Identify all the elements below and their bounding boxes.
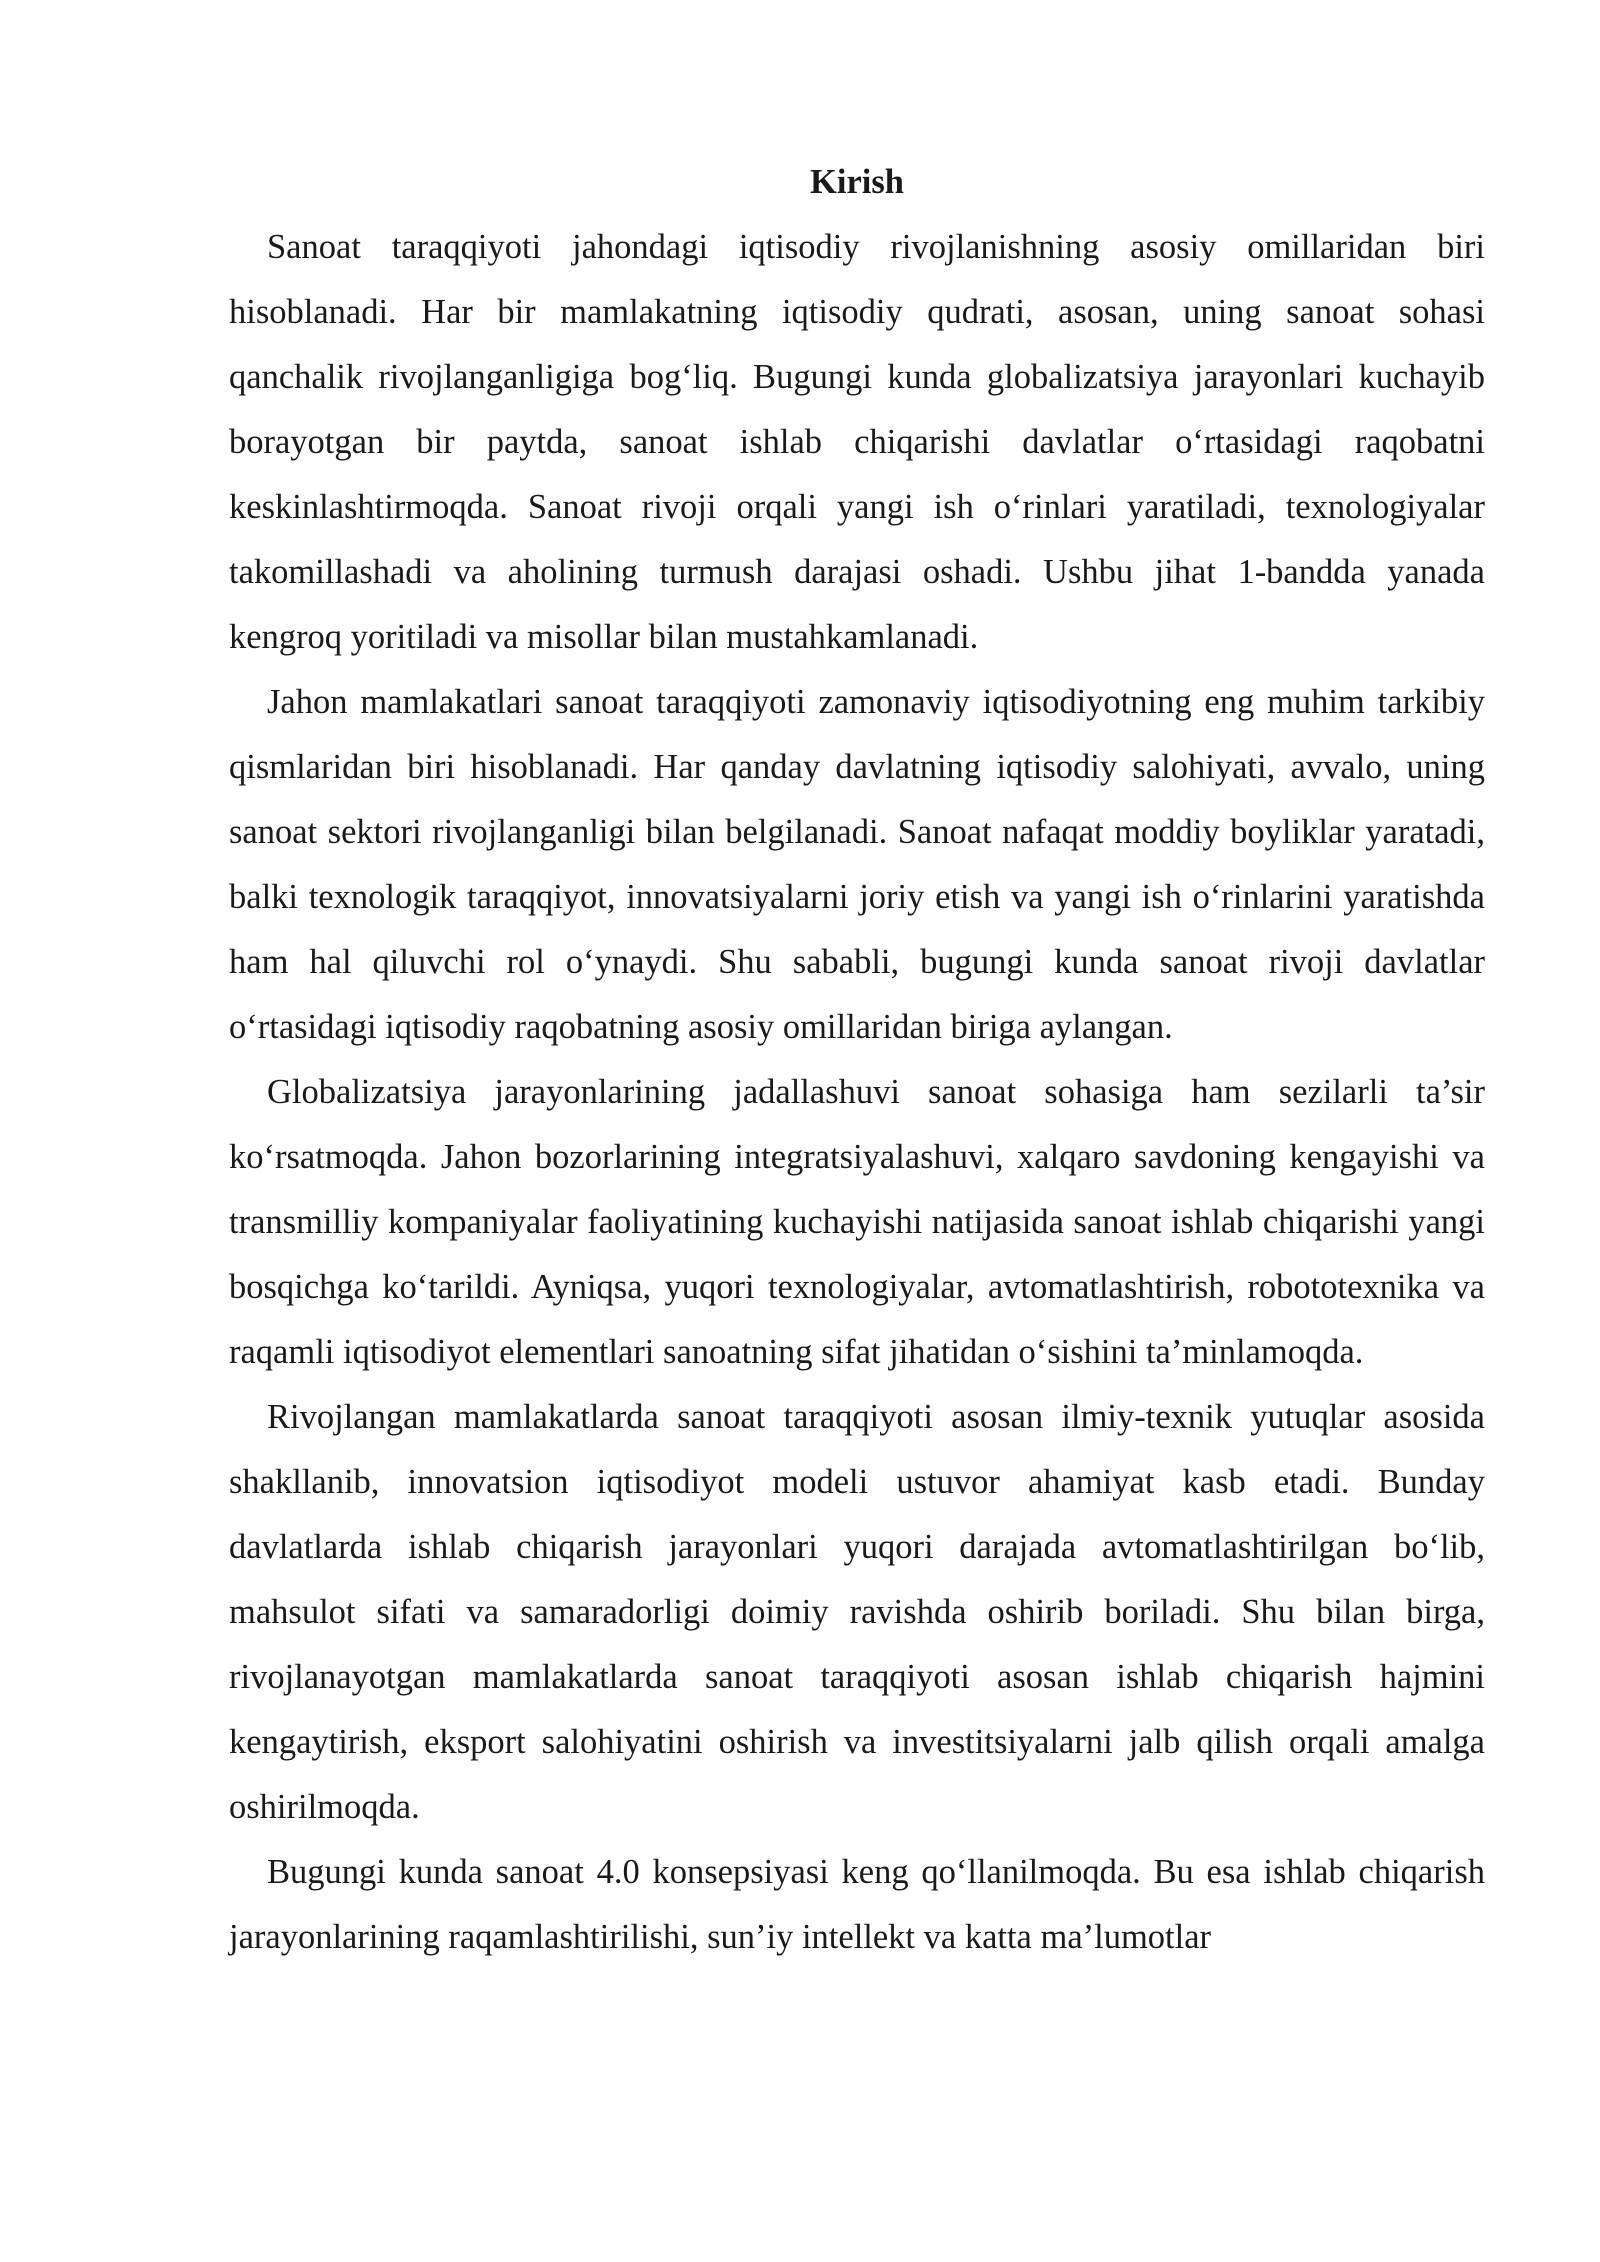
paragraph-3: Globalizatsiya jarayonlarining jadallashuvi sanoat sohasiga ham sezilarli ta’sir ko‘rsatmoqda. Jahon bozorlarining integratsiyalashuvi, xalqaro savdoning kengayishi va transmilliy kompaniyalar faoliyatining kuchayishi natijasida sanoat ishlab chiqarishi yangi bosqichga ko‘tarildi. Ayniqsa, yuqori texnologiyalar, avtomatlashtirish, robototexnika va raqamli iqtisodiyot elementlari sanoatning sifat jihatidan o‘sishini ta’minlamoqda. <box>229 1073 1485 1371</box>
document-title: Kirish <box>810 163 904 201</box>
paragraph-1: Sanoat taraqqiyoti jahondagi iqtisodiy rivojlanishning asosiy omillaridan biri hisoblanadi. Har bir mamlakatning iqtisodiy qudrati, asosan, uning sanoat sohasi qanchalik rivojlanganligiga bog‘liq. Bugungi kunda globalizatsiya jarayonlari kuchayib borayotgan bir paytda, sanoat ishlab chiqarishi davlatlar o‘rtasidagi raqobatni keskinlashtirmoqda. Sanoat rivoji orqali yangi ish o‘rinlari yaratiladi, texnologiyalar takomillashadi va aholining turmush darajasi oshadi. Ushbu jihat 1-bandda yanada kengroq yoritiladi va misollar bilan mustahkamlanadi. <box>229 228 1485 656</box>
document-page <box>229 150 1485 1970</box>
paragraph-5: Bugungi kunda sanoat 4.0 konsepsiyasi keng qo‘llanilmoqda. Bu esa ishlab chiqarish jarayonlarining raqamlashtirilishi, sun’iy intellekt va katta ma’lumotlar <box>229 1853 1485 1956</box>
paragraph-2: Jahon mamlakatlari sanoat taraqqiyoti zamonaviy iqtisodiyotning eng muhim tarkibiy qismlaridan biri hisoblanadi. Har qanday davlatning iqtisodiy salohiyati, avvalo, uning sanoat sektori rivojlanganligi bilan belgilanadi. Sanoat nafaqat moddiy boyliklar yaratadi, balki texnologik taraqqiyot, innovatsiyalarni joriy etish va yangi ish o‘rinlarini yaratishda ham hal qiluvchi rol o‘ynaydi. Shu sababli, bugungi kunda sanoat rivoji davlatlar o‘rtasidagi iqtisodiy raqobatning asosiy omillaridan biriga aylangan. <box>229 683 1485 1046</box>
paragraph-4: Rivojlangan mamlakatlarda sanoat taraqqiyoti asosan ilmiy-texnik yutuqlar asosida shakllanib, innovatsion iqtisodiyot modeli ustuvor ahamiyat kasb etadi. Bunday davlatlarda ishlab chiqarish jarayonlari yuqori darajada avtomatlashtirilgan bo‘lib, mahsulot sifati va samaradorligi doimiy ravishda oshirib boriladi. Shu bilan birga, rivojlanayotgan mamlakatlarda sanoat taraqqiyoti asosan ishlab chiqarish hajmini kengaytirish, eksport salohiyatini oshirish va investitsiyalarni jalb qilish orqali amalga oshirilmoqda. <box>229 1398 1485 1826</box>
